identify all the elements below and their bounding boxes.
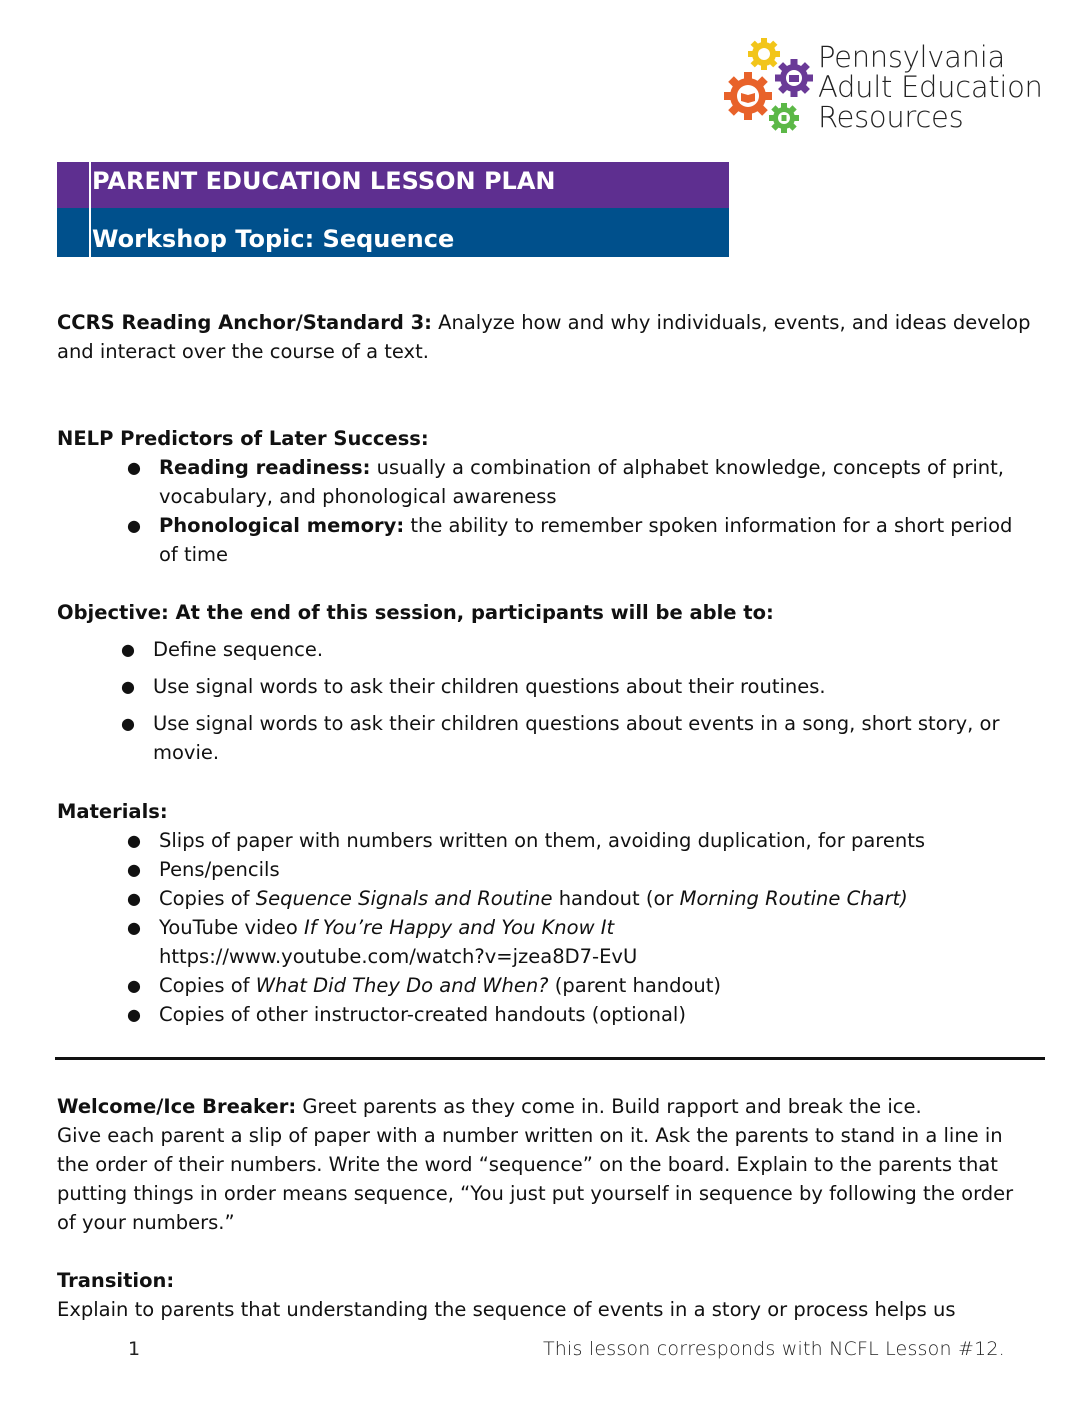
logo-wordmark	[818, 42, 1043, 132]
list-item: ● Copies of What Did They Do and When? (parent handout)	[127, 974, 722, 997]
list-item: ● Slips of paper with numbers written on them, avoiding duplication, for parents	[127, 829, 926, 852]
transition-line-1: Explain to parents that understanding the sequence of events in a story or process helps us	[57, 1298, 956, 1321]
list-item-continuation: of time	[159, 543, 229, 566]
list-item: ● YouTube video If You’re Happy and You Know It	[127, 916, 615, 939]
welcome-line-3: the order of their numbers. Write the word “sequence” on the board. Explain to the parents that	[57, 1153, 998, 1176]
transition-heading: Transition:	[57, 1269, 175, 1292]
bar-divider	[89, 208, 91, 257]
welcome-line-5: of your numbers.”	[57, 1211, 235, 1234]
lesson-plan-title-bar	[57, 162, 729, 208]
list-item-continuation: vocabulary, and phonological awareness	[159, 485, 557, 508]
youtube-link[interactable]: https://www.youtube.com/watch?v=jzea8D7-EvU	[159, 945, 638, 968]
pa-adult-education-logo	[722, 38, 1052, 138]
list-item: ● Pens/pencils	[127, 858, 280, 881]
workshop-topic-bar	[57, 208, 729, 257]
gears-icon	[722, 38, 818, 134]
workshop-topic: Workshop Topic: Sequence	[92, 225, 455, 253]
list-item: ● Use signal words to ask their children questions about events in a song, short story, or	[121, 712, 1000, 735]
ccrs-standard-line-1	[57, 308, 1030, 337]
list-item: ● Copies of other instructor-created handouts (optional)	[127, 1003, 686, 1026]
list-item: ● Copies of Sequence Signals and Routine handout (or Morning Routine Chart)	[127, 887, 908, 910]
page-number: 1	[128, 1338, 141, 1360]
welcome-line-4: putting things in order means sequence, “You just put yourself in sequence by following the order	[57, 1182, 1014, 1205]
list-item: ● Phonological memory: the ability to remember spoken information for a short period	[127, 514, 1013, 537]
materials-list	[127, 826, 926, 1029]
list-item: ● Define sequence.	[121, 638, 324, 661]
nelp-list	[127, 453, 1013, 569]
nelp-heading: NELP Predictors of Later Success:	[57, 427, 429, 450]
logo-line-2: Adult Education	[818, 70, 1043, 104]
list-item: ● Use signal words to ask their children questions about their routines.	[121, 675, 826, 698]
list-item-continuation: movie.	[153, 741, 220, 764]
materials-heading: Materials:	[57, 800, 168, 823]
bar-divider	[89, 162, 91, 208]
welcome-line-1: Welcome/Ice Breaker: Greet parents as they come in. Build rapport and break the ice.	[57, 1095, 922, 1118]
logo-line-1: Pennsylvania	[818, 40, 1005, 74]
lesson-plan-title: PARENT EDUCATION LESSON PLAN	[92, 167, 556, 195]
ccrs-standard-line-2: and interact over the course of a text.	[57, 340, 429, 363]
footer-note: This lesson corresponds with NCFL Lesson #12.	[543, 1338, 1005, 1360]
section-divider	[55, 1057, 1045, 1060]
logo-line-3: Resources	[818, 100, 964, 134]
list-item: ● Reading readiness: usually a combination of alphabet knowledge, concepts of print,	[127, 456, 1004, 479]
ccrs-label: CCRS Reading Anchor/Standard 3:	[57, 311, 432, 334]
welcome-label: Welcome/Ice Breaker:	[57, 1095, 297, 1118]
welcome-line-2: Give each parent a slip of paper with a number written on it. Ask the parents to stand in a line in	[57, 1124, 1003, 1147]
objective-list	[121, 635, 1000, 767]
objective-heading: Objective: At the end of this session, participants will be able to:	[57, 601, 774, 624]
ccrs-text: Analyze how and why individuals, events, and ideas develop	[431, 311, 1031, 334]
